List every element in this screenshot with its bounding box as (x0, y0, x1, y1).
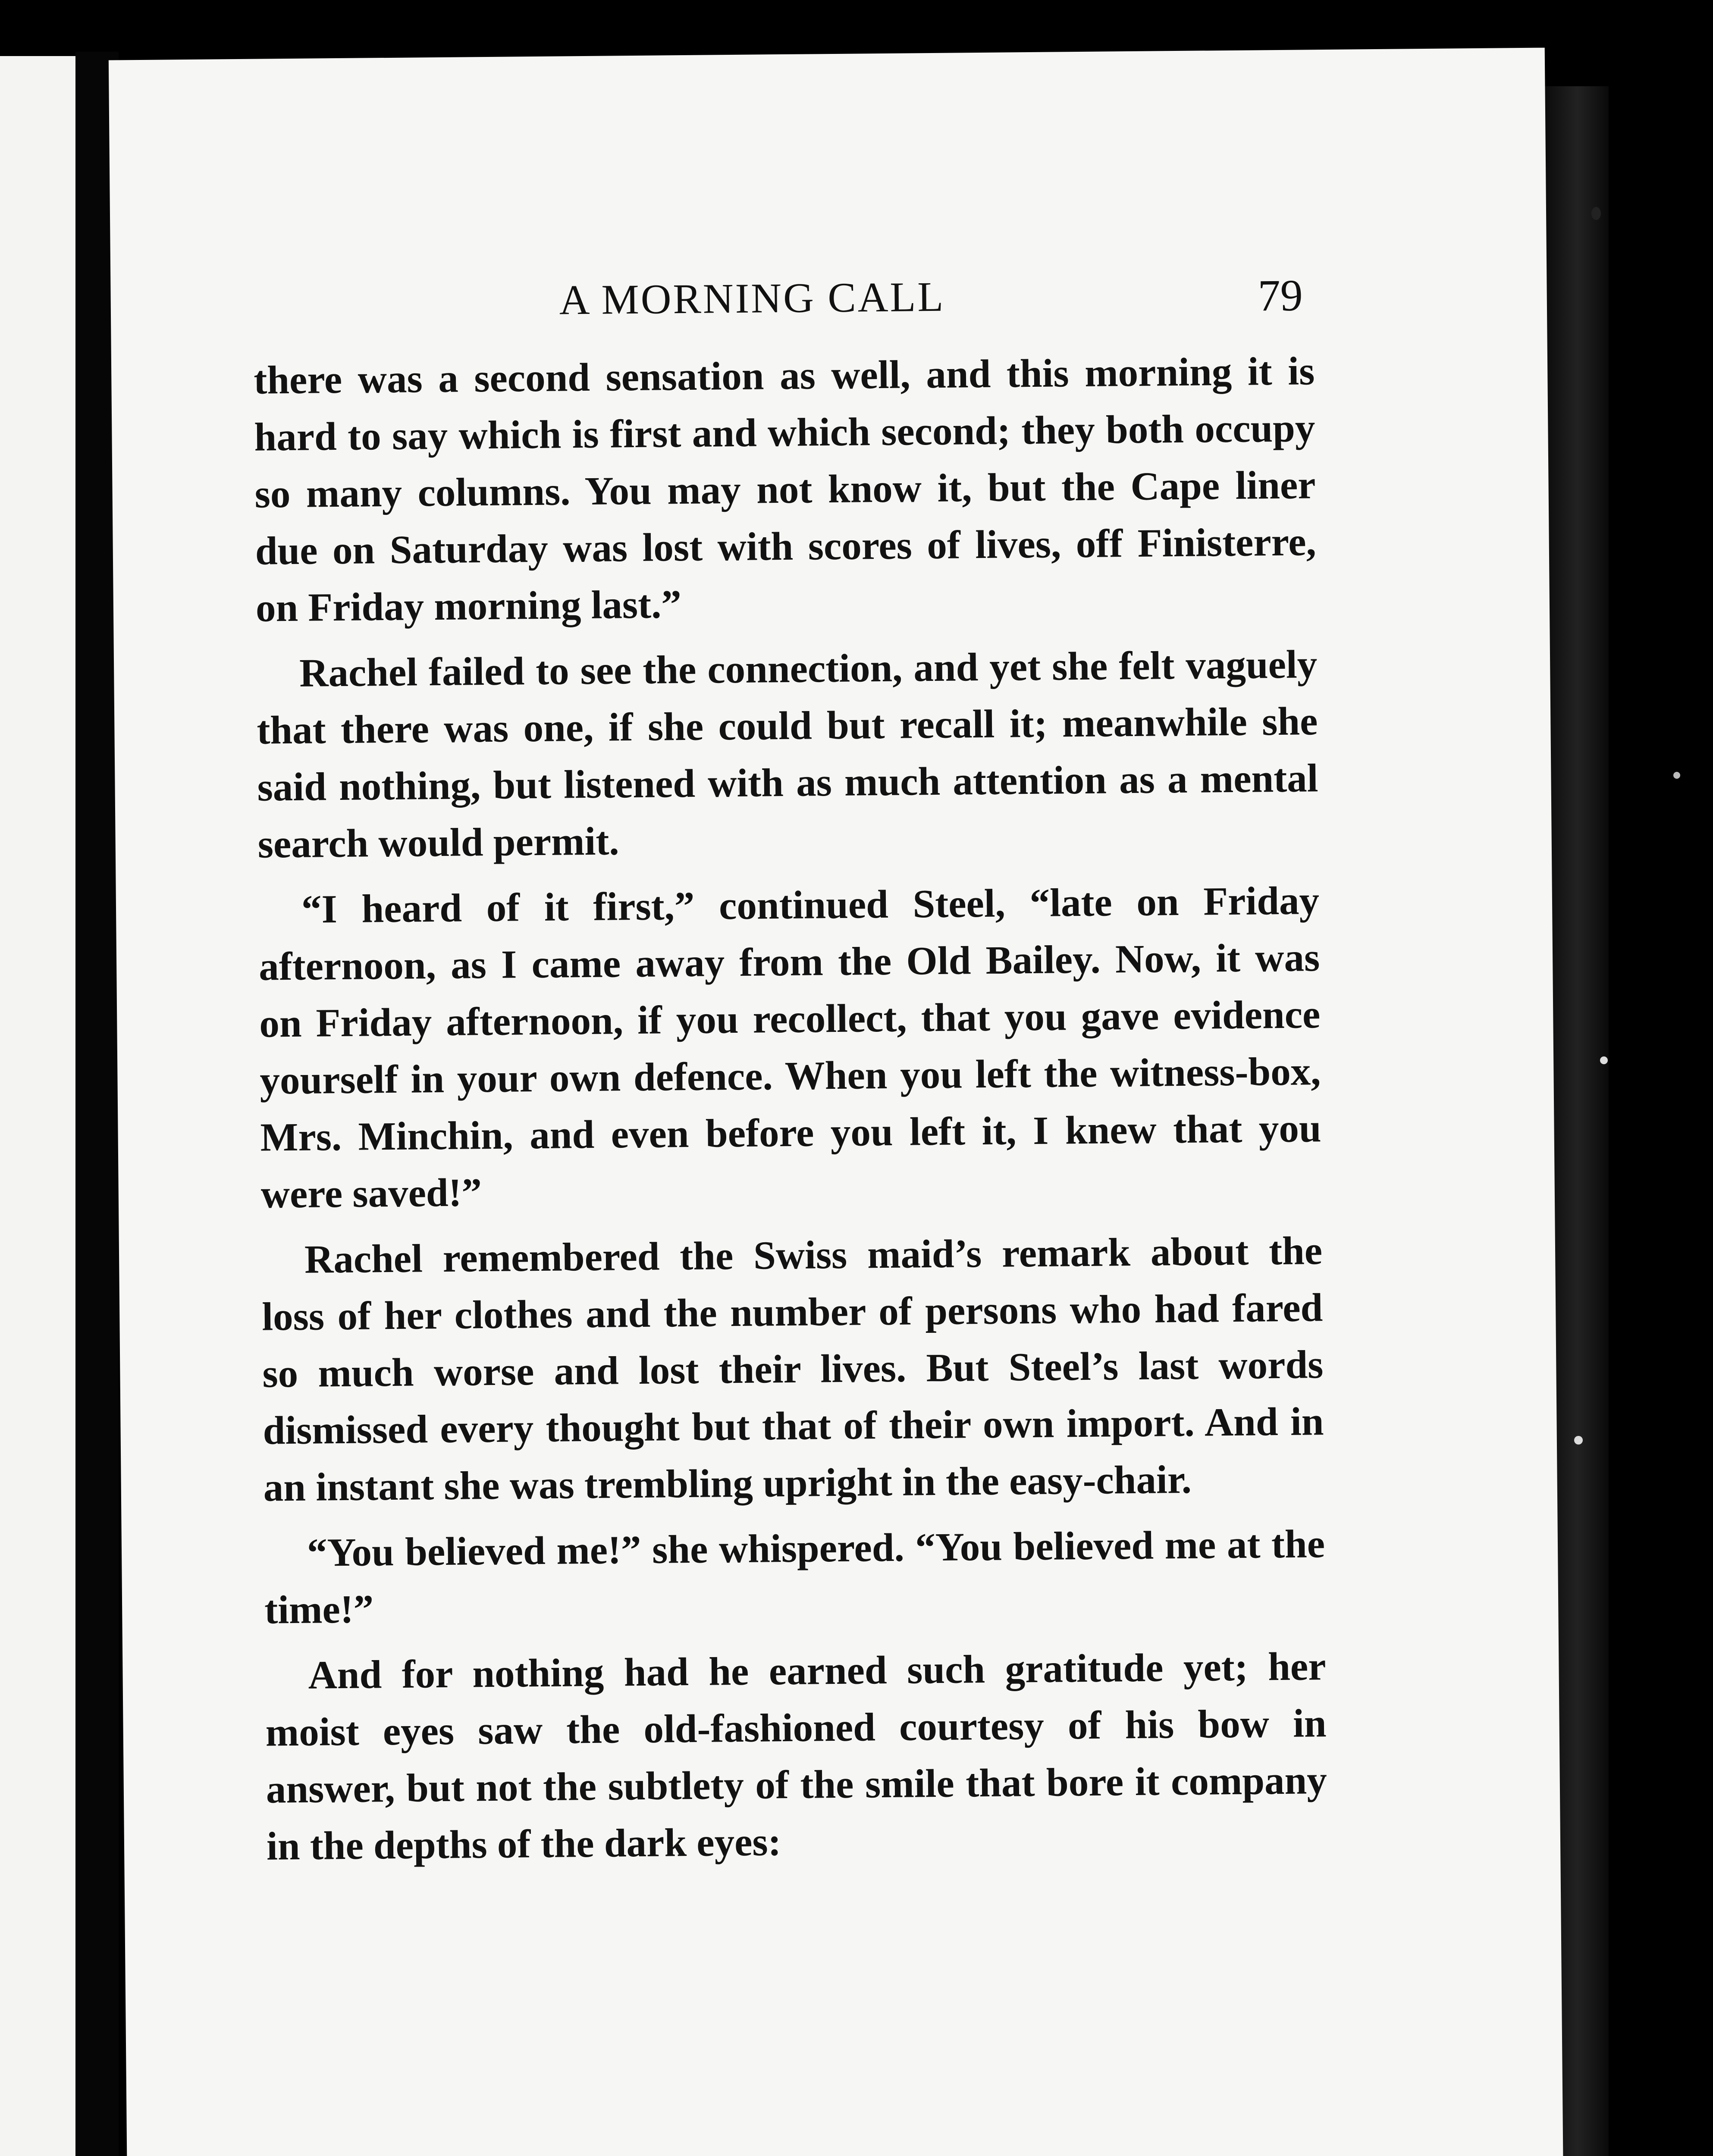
scan-speck (1600, 1056, 1608, 1064)
paragraph: “You believed me!” she whispered. “You believed me at the time!” (264, 1522, 1325, 1633)
running-title: A MORNING CALL (559, 273, 945, 324)
paragraph: there was a second sensation as well, and this morning it is hard to say which is first and which second; they both occupy so many columns. You may not know it, but the Cape liner due on Saturday was lost with scores of lives, off Finisterre, on Friday morning last.” (253, 349, 1317, 630)
book-page (109, 48, 1565, 2156)
scan-speck (1673, 772, 1680, 779)
paragraph: “I heard of it first,” continued Steel, “late on Friday afternoon, as I came away from the Old Bailey. Now, it was on Friday afternoon, if you recollect, that you gave evidence yourself in your own defence. When you left the witness-box, Mrs. Minchin, and even before you left it, I knew that you were saved!” (258, 878, 1322, 1217)
paragraph: And for nothing had he earned such gratitude yet; her moist eyes saw the old-fashioned courtesy of his bow in answer, but not the subtlety of the smile that bore it company in the depths of the dark eyes: (265, 1644, 1327, 1869)
scan-speck (1591, 207, 1601, 220)
scan-speck (1574, 1436, 1583, 1445)
body-text (254, 343, 1328, 1883)
paragraph: Rachel remembered the Swiss maid’s remark about the loss of her clothes and the number of persons who had fared so much worse and lost their lives. But Steel’s last words dismissed every thought but that of their own import. And in an instant she was trembling upright in the easy-chair. (261, 1228, 1324, 1510)
page-number: 79 (1258, 270, 1303, 321)
paragraph: Rachel failed to see the connection, and yet she felt vaguely that there was one, if she could but recall it; meanwhile she said nothing, but listened with as much attention as a mental search would permit. (256, 642, 1318, 867)
left-page-edge (0, 56, 75, 2156)
running-head (110, 268, 1547, 336)
